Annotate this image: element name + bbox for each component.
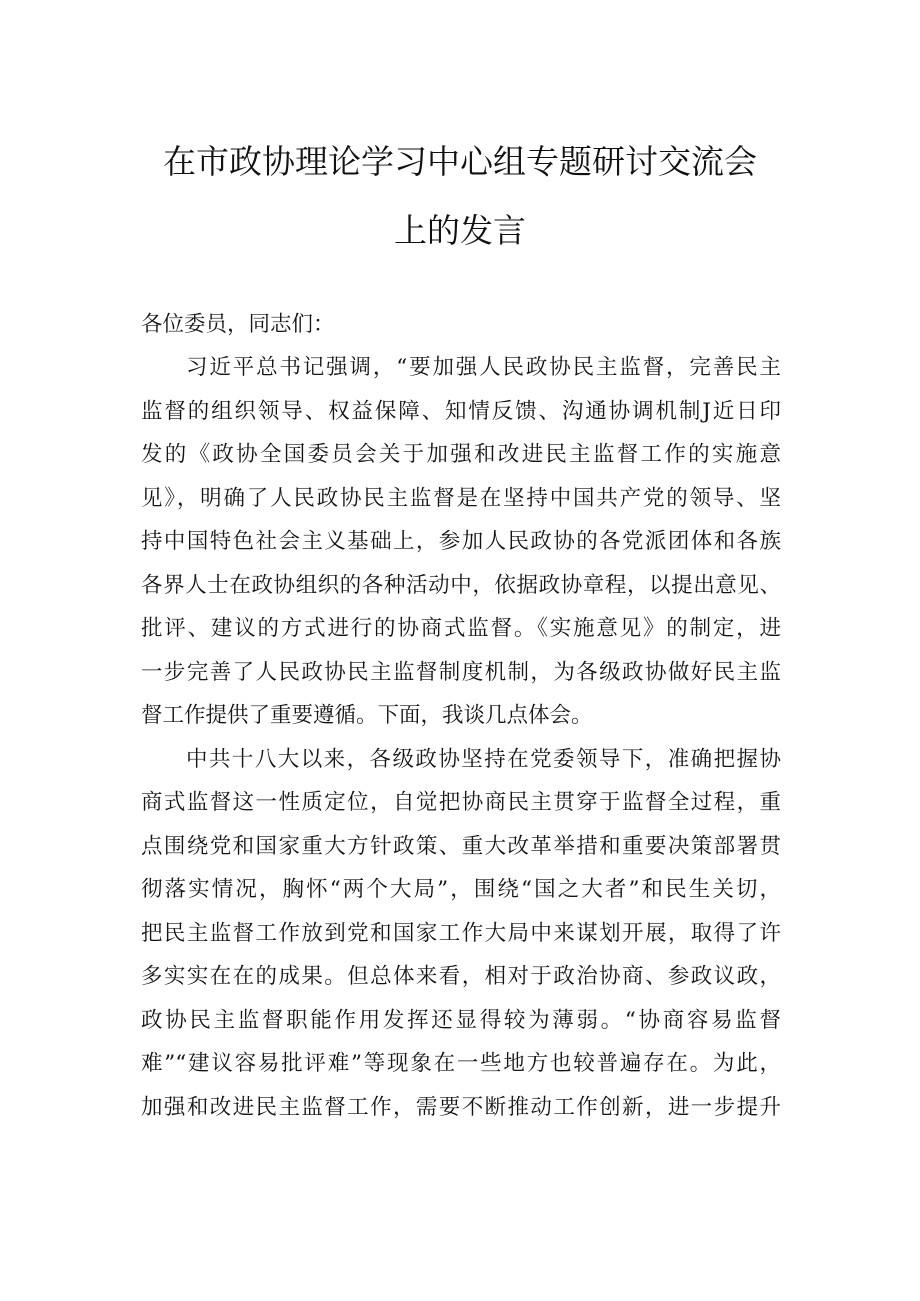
paragraph-1-line-3: 发的《政协全国委员会关于加强和改进民主监督工作的实施意 <box>141 442 781 467</box>
paragraph-1-line-4: 见》，明确了人民政协民主监督是在坚持中国共产党的领导、坚 <box>141 486 781 511</box>
paragraph-2-line-8: 难”“建议容易批评难”等现象在一些地方也较普遍存在。为此， <box>141 1051 781 1076</box>
paragraph-2-line-3: 点围绕党和国家重大方针政策、重大改革举措和重要决策部署贯 <box>141 834 781 859</box>
document-title-line-2: 上的发言 <box>394 211 526 250</box>
paragraph-1-line-6: 各界人士在政协组织的各种活动中，依据政协章程，以提出意见、 <box>141 573 781 598</box>
paragraph-2-line-5: 把民主监督工作放到党和国家工作大局中来谋划开展，取得了许 <box>141 921 781 946</box>
paragraph-1-line-7: 批评、建议的方式进行的协商式监督。《实施意见》的制定，进 <box>141 616 781 641</box>
paragraph-1-line-8: 一步完善了人民政协民主监督制度机制，为各级政协做好民主监 <box>141 660 781 685</box>
paragraph-2-line-2: 商式监督这一性质定位，自觉把协商民主贯穿于监督全过程，重 <box>141 790 781 815</box>
salutation: 各位委员，同志们： <box>141 312 335 337</box>
paragraph-1-line-5: 持中国特色社会主义基础上，参加人民政协的各党派团体和各族 <box>141 529 781 554</box>
paragraph-1-line-1: 习近平总书记强调，“要加强人民政协民主监督，完善民主 <box>186 355 781 380</box>
paragraph-2-line-1: 中共十八大以来，各级政协坚持在党委领导下，准确把握协 <box>186 747 781 772</box>
document-title-line-1: 在市政协理论学习中心组专题研讨交流会 <box>163 142 757 181</box>
paragraph-1-line-9: 督工作提供了重要遵循。下面，我谈几点体会。 <box>141 703 593 728</box>
paragraph-2-line-4: 彻落实情况，胸怀“两个大局”，围绕“国之大者”和民生关切， <box>141 877 781 902</box>
paragraph-2-line-7: 政协民主监督职能作用发挥还显得较为薄弱。“协商容易监督 <box>141 1008 781 1033</box>
paragraph-1-line-2: 监督的组织领导、权益保障、知情反馈、沟通协调机制J近日印 <box>141 399 781 424</box>
paragraph-2-line-9: 加强和改进民主监督工作，需要不断推动工作创新，进一步提升 <box>141 1095 781 1120</box>
paragraph-2-line-6: 多实实在在的成果。但总体来看，相对于政治协商、参政议政， <box>141 964 781 989</box>
